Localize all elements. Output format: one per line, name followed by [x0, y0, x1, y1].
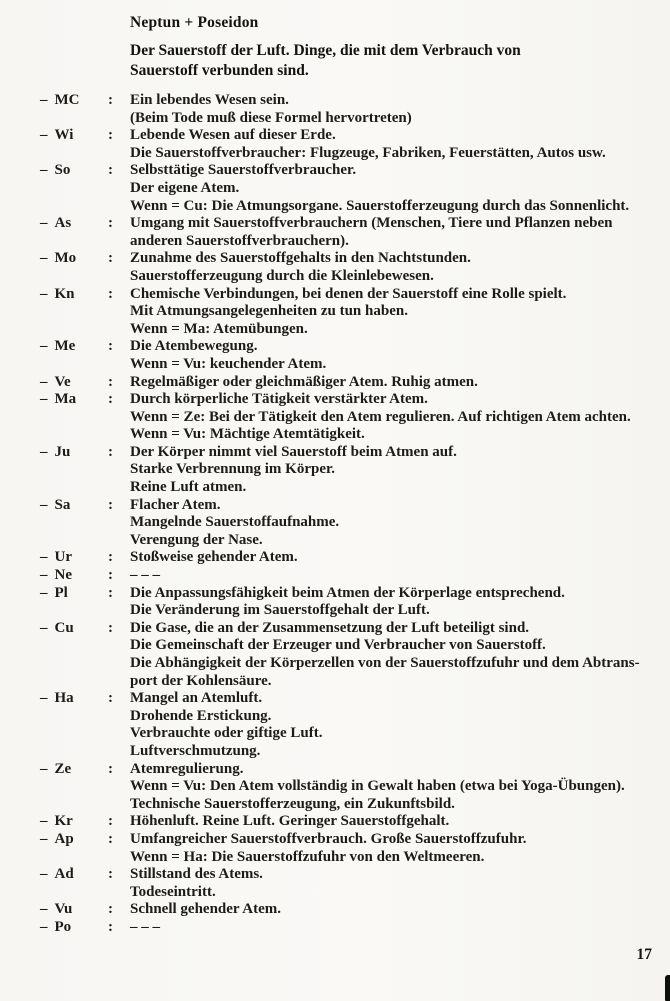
entry-row	[40, 549, 670, 567]
entry-line: Umgang mit Sauerstoffverbrauchern (Menschen, Tiere und Pflanzen neben	[130, 215, 613, 232]
entry-symbol: Kr	[54, 813, 73, 830]
entry-symbol: Ve	[54, 373, 71, 390]
entry-symbol-cell	[40, 391, 108, 444]
entry-lines	[130, 585, 670, 620]
entry-line: Atemregulierung.	[130, 760, 244, 777]
entry-symbol: Vu	[54, 901, 73, 918]
entry-line: Wenn = Ma: Atemübungen.	[130, 320, 308, 337]
entry-separator: :	[108, 549, 113, 566]
entry-symbol: Ur	[54, 549, 72, 566]
entry-symbol: Ne	[54, 567, 72, 584]
entry-lines	[130, 866, 670, 901]
entry-symbol-cell	[40, 127, 108, 162]
entry-row	[40, 497, 670, 550]
entry-row	[40, 831, 670, 866]
scan-edge-mark	[665, 975, 670, 1001]
entry-lines	[130, 761, 670, 814]
entry-line: Chemische Verbindungen, bei denen der Sauerstoff eine Rolle spielt.	[130, 285, 567, 302]
entry-line: Flacher Atem.	[130, 496, 221, 513]
entry-prefix: –	[40, 496, 48, 513]
entry-prefix: –	[40, 215, 48, 232]
entry-line: Zunahme des Sauerstoffgehalts in den Nachtstunden.	[130, 250, 471, 267]
entry-prefix: –	[40, 549, 48, 566]
entry-line: Wenn = Vu: Den Atem vollständig in Gewalt haben (etwa bei Yoga-Übungen).	[130, 778, 625, 795]
entry-separator: :	[108, 338, 113, 355]
entry-prefix: –	[40, 918, 48, 935]
entry-symbol-cell	[40, 250, 108, 285]
entry-line: Verbrauchte oder giftige Luft.	[130, 725, 323, 742]
entries-list	[0, 92, 670, 937]
entry-line: Reine Luft atmen.	[130, 479, 247, 496]
entry-prefix: –	[40, 830, 48, 847]
entry-line: Technische Sauerstofferzeugung, ein Zukunftsbild.	[130, 795, 455, 812]
entry-row	[40, 585, 670, 620]
entry-row	[40, 127, 670, 162]
entry-symbol-cell	[40, 215, 108, 250]
entry-row	[40, 813, 670, 831]
entry-line: Mit Atmungsangelegenheiten zu tun haben.	[130, 303, 408, 320]
entry-lines	[130, 690, 670, 760]
entry-symbol: Sa	[54, 496, 71, 513]
entry-line: Wenn = Vu: keuchender Atem.	[130, 355, 327, 372]
entry-line: Wenn = Ha: Die Sauerstoffzufuhr von den Weltmeeren.	[130, 848, 485, 865]
entry-separator: :	[108, 250, 113, 267]
entry-prefix: –	[40, 250, 48, 267]
page-number: 17	[636, 946, 652, 963]
entry-symbol-cell	[40, 901, 108, 919]
entry-line: Drohende Erstickung.	[130, 707, 272, 724]
entry-lines	[130, 374, 670, 392]
entry-line: Lebende Wesen auf dieser Erde.	[130, 127, 336, 144]
entry-separator: :	[108, 373, 113, 390]
entry-line: Selbsttätige Sauerstoffverbraucher.	[130, 162, 357, 179]
entry-line: Luftverschmutzung.	[130, 742, 261, 759]
entry-line: Sauerstofferzeugung durch die Kleinlebewesen.	[130, 267, 434, 284]
entry-lines	[130, 497, 670, 550]
entry-separator: :	[108, 619, 113, 636]
entry-lines	[130, 162, 670, 215]
entry-prefix: –	[40, 373, 48, 390]
entry-row	[40, 391, 670, 444]
entry-row	[40, 92, 670, 127]
entry-symbol: Ap	[54, 830, 74, 847]
entry-symbol: Cu	[54, 619, 74, 636]
entry-symbol: Po	[54, 918, 72, 935]
entry-row	[40, 286, 670, 339]
entry-lines	[130, 338, 670, 373]
entry-row	[40, 919, 670, 937]
entry-line: Die Veränderung im Sauerstoffgehalt der Luft.	[130, 602, 430, 619]
entry-lines	[130, 567, 670, 585]
entry-line: Mangelnde Sauerstoffaufnahme.	[130, 514, 340, 531]
entry-prefix: –	[40, 127, 48, 144]
entry-separator: :	[108, 567, 113, 584]
entry-symbol-cell	[40, 813, 108, 831]
entry-symbol: Mo	[54, 250, 77, 267]
entry-row	[40, 250, 670, 285]
entry-symbol: Ma	[54, 391, 77, 408]
entry-line: Wenn = Cu: Die Atmungsorgane. Sauerstofferzeugung durch das Sonnenlicht.	[130, 197, 630, 214]
entry-lines	[130, 286, 670, 339]
entry-symbol: Ze	[54, 760, 72, 777]
entry-symbol: MC	[54, 92, 80, 108]
entry-row	[40, 901, 670, 919]
entry-symbol: As	[54, 215, 72, 232]
entry-separator: :	[108, 830, 113, 847]
entry-symbol-cell	[40, 444, 108, 497]
entry-separator: :	[108, 496, 113, 513]
entry-prefix: –	[40, 443, 48, 460]
entry-lines	[130, 831, 670, 866]
entry-separator: :	[108, 92, 113, 108]
entry-prefix: –	[40, 567, 48, 584]
entry-prefix: –	[40, 866, 48, 883]
entry-lines	[130, 901, 670, 919]
entry-symbol: Ha	[54, 690, 74, 707]
entry-separator: :	[108, 866, 113, 883]
entry-prefix: –	[40, 584, 48, 601]
entry-separator: :	[108, 813, 113, 830]
entry-prefix: –	[40, 162, 48, 179]
entry-symbol-cell	[40, 831, 108, 866]
entry-lines	[130, 813, 670, 831]
entry-symbol: Ad	[54, 866, 74, 883]
entry-symbol-cell	[40, 761, 108, 814]
entry-row	[40, 338, 670, 373]
entry-line: – – –	[130, 918, 160, 935]
entry-symbol-cell	[40, 338, 108, 373]
entry-separator: :	[108, 127, 113, 144]
page-title: Neptun + Poseidon	[130, 14, 259, 31]
entry-separator: :	[108, 918, 113, 935]
entry-row	[40, 374, 670, 392]
entry-prefix: –	[40, 813, 48, 830]
entry-line: Regelmäßiger oder gleichmäßiger Atem. Ruhig atmen.	[130, 373, 478, 390]
entry-line: Stillstand des Atems.	[130, 866, 263, 883]
entry-separator: :	[108, 690, 113, 707]
entry-line: Starke Verbrennung im Körper.	[130, 461, 336, 478]
entry-symbol-cell	[40, 162, 108, 215]
entry-symbol-cell	[40, 567, 108, 585]
entry-symbol: Ju	[54, 443, 71, 460]
entry-line: Die Sauerstoffverbraucher: Flugzeuge, Fabriken, Feuerstätten, Autos usw.	[130, 144, 606, 161]
entry-line: port der Kohlensäure.	[130, 672, 272, 689]
entry-symbol: Pl	[54, 584, 68, 601]
entry-prefix: –	[40, 285, 48, 302]
entry-symbol-cell	[40, 919, 108, 937]
page-subtitle: Der Sauerstoff der Luft. Dinge, die mit dem Verbrauch von Sauerstoff verbunden sind.	[130, 42, 521, 79]
entry-line: Wenn = Vu: Mächtige Atemtätigkeit.	[130, 426, 365, 443]
entry-separator: :	[108, 443, 113, 460]
entry-line: Der eigene Atem.	[130, 179, 240, 196]
entry-symbol: So	[54, 162, 71, 179]
entry-line: Die Abhängigkeit der Körperzellen von der Sauerstoffzufuhr und dem Abtrans-	[130, 655, 640, 671]
entry-line: (Beim Tode muß diese Formel hervortreten)	[130, 109, 412, 126]
entry-lines	[130, 620, 670, 690]
entry-line: Ein lebendes Wesen sein.	[130, 92, 289, 108]
entry-lines	[130, 250, 670, 285]
entry-row	[40, 620, 670, 690]
entry-separator: :	[108, 391, 113, 408]
entry-symbol-cell	[40, 286, 108, 339]
entry-lines	[130, 444, 670, 497]
entry-prefix: –	[40, 391, 48, 408]
entry-lines	[130, 215, 670, 250]
entry-row	[40, 761, 670, 814]
entry-symbol-cell	[40, 690, 108, 760]
entry-symbol-cell	[40, 497, 108, 550]
entry-line: Durch körperliche Tätigkeit verstärkter Atem.	[130, 391, 428, 408]
entry-line: Höhenluft. Reine Luft. Geringer Sauerstoffgehalt.	[130, 813, 450, 830]
entry-line: anderen Sauerstoffverbrauchern).	[130, 232, 349, 249]
entry-prefix: –	[40, 760, 48, 777]
entry-lines	[130, 391, 670, 444]
entry-separator: :	[108, 162, 113, 179]
entry-symbol-cell	[40, 585, 108, 620]
entry-separator: :	[108, 584, 113, 601]
entry-row	[40, 162, 670, 215]
entry-line: Todeseintritt.	[130, 883, 216, 900]
entry-lines	[130, 92, 670, 127]
entry-symbol: Wi	[54, 127, 74, 144]
entry-row	[40, 866, 670, 901]
entry-symbol-cell	[40, 374, 108, 392]
entry-symbol: Me	[54, 338, 76, 355]
entry-prefix: –	[40, 619, 48, 636]
entry-separator: :	[108, 901, 113, 918]
entry-line: Wenn = Ze: Bei der Tätigkeit den Atem regulieren. Auf richtigen Atem achten.	[130, 408, 631, 425]
entry-line: Die Gase, die an der Zusammensetzung der Luft beteiligt sind.	[130, 619, 530, 636]
entry-line: Der Körper nimmt viel Sauerstoff beim Atmen auf.	[130, 443, 457, 460]
entry-row	[40, 444, 670, 497]
entry-prefix: –	[40, 901, 48, 918]
entry-line: Die Atembewegung.	[130, 338, 258, 355]
entry-lines	[130, 127, 670, 162]
entry-row	[40, 690, 670, 760]
entry-symbol: Kn	[54, 285, 75, 302]
entry-row	[40, 215, 670, 250]
entry-row	[40, 567, 670, 585]
entry-line: Stoßweise gehender Atem.	[130, 549, 298, 566]
entry-symbol-cell	[40, 866, 108, 901]
entry-lines	[130, 549, 670, 567]
entry-line: Mangel an Atemluft.	[130, 690, 263, 707]
entry-symbol-cell	[40, 549, 108, 567]
entry-line: Schnell gehender Atem.	[130, 901, 281, 918]
entry-line: Die Anpassungsfähigkeit beim Atmen der Körperlage entsprechend.	[130, 584, 565, 601]
entry-line: Umfangreicher Sauerstoffverbrauch. Große Sauerstoffzufuhr.	[130, 830, 527, 847]
entry-symbol-cell	[40, 620, 108, 690]
entry-line: Die Gemeinschaft der Erzeuger und Verbraucher von Sauerstoff.	[130, 637, 546, 654]
entry-separator: :	[108, 285, 113, 302]
entry-prefix: –	[40, 690, 48, 707]
entry-prefix: –	[40, 338, 48, 355]
entry-line: – – –	[130, 567, 160, 584]
page-header	[130, 0, 670, 80]
entry-symbol-cell	[40, 92, 108, 127]
entry-lines	[130, 919, 670, 937]
entry-separator: :	[108, 760, 113, 777]
entry-line: Verengung der Nase.	[130, 531, 263, 548]
entry-prefix: –	[40, 92, 48, 108]
entry-separator: :	[108, 215, 113, 232]
